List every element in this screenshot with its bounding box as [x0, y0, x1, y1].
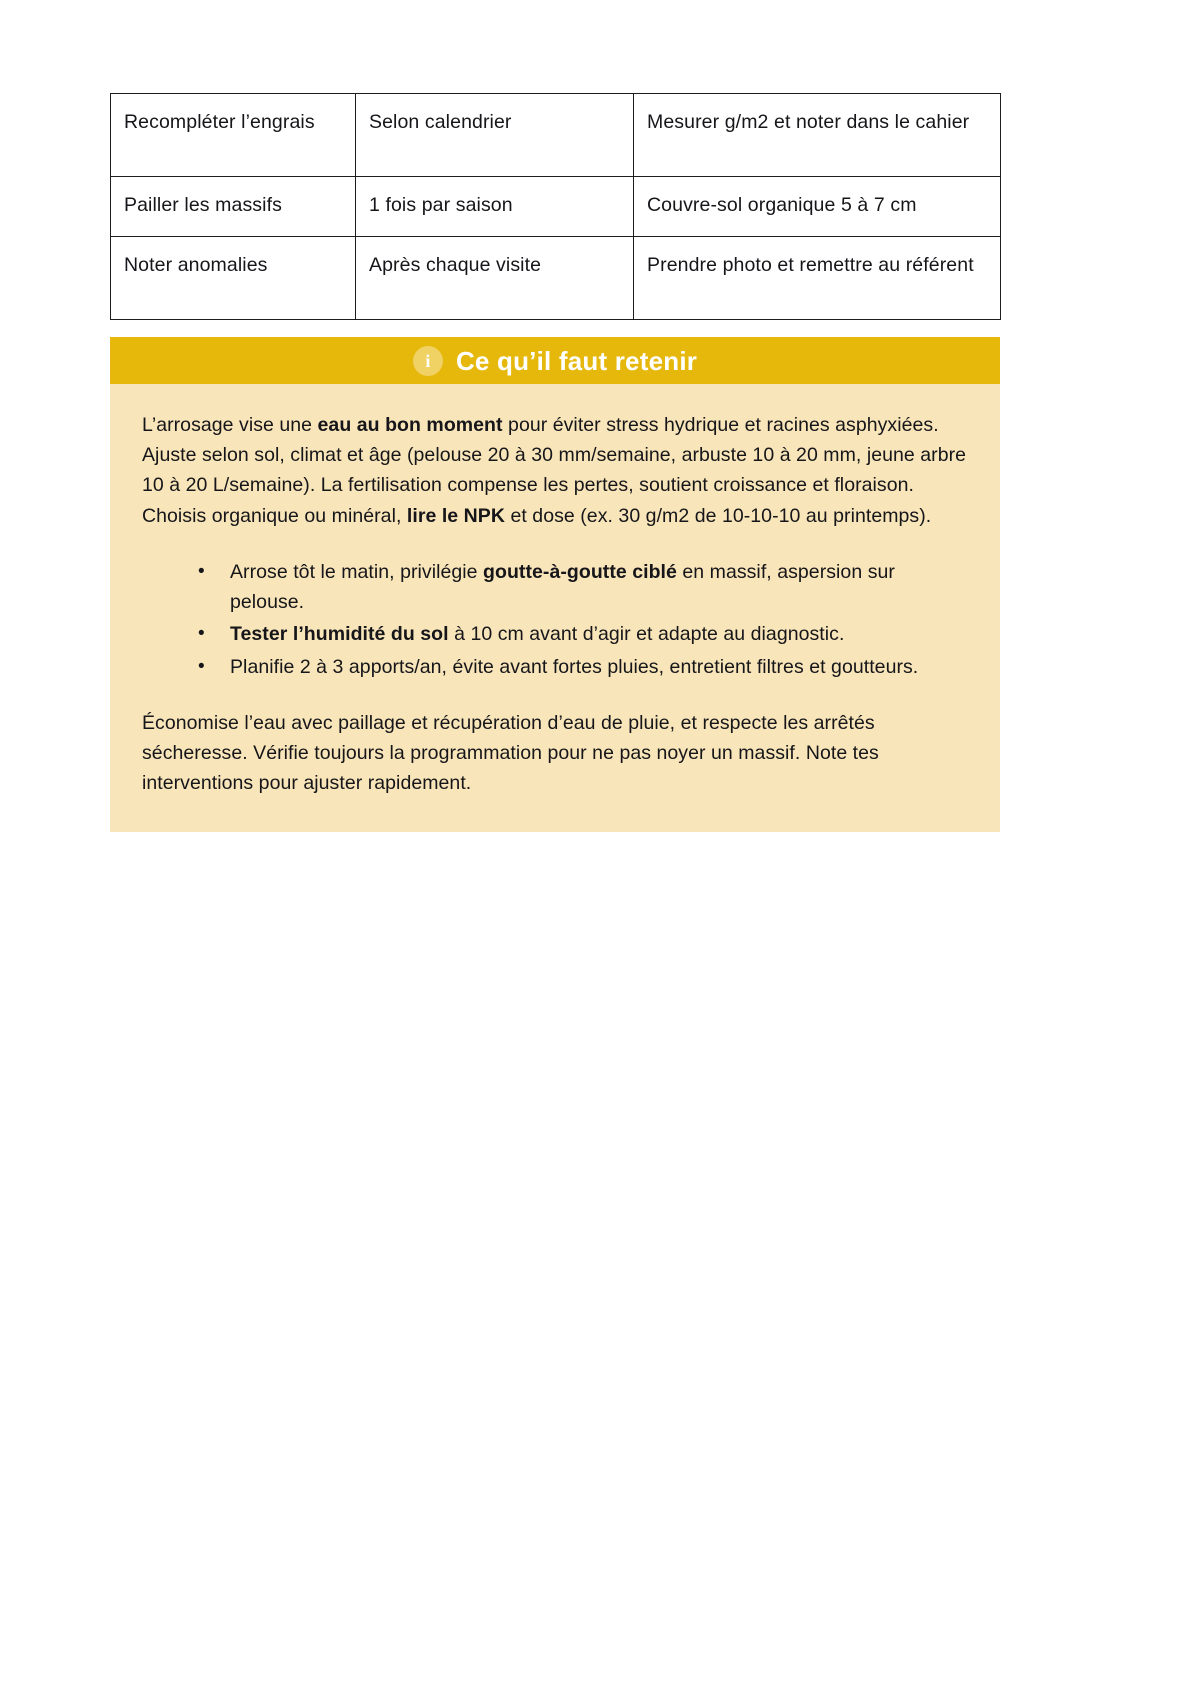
bullet-bold: goutte-à-goutte ciblé: [483, 560, 677, 583]
callout-header: [110, 337, 1000, 384]
info-icon-glyph: i: [425, 350, 431, 371]
key-takeaways-callout: [110, 337, 1000, 832]
list-item: [230, 652, 968, 682]
callout-intro-paragraph: [142, 410, 968, 531]
table-cell-detail: Couvre-sol organique 5 à 7 cm: [634, 177, 1001, 237]
bullet-text-part2: en massif, aspersion sur pelouse.: [230, 560, 895, 614]
callout-outro-paragraph: Économise l’eau avec paillage et récupération d’eau de pluie, et respecte les arrêtés sécheresse. Vérifie toujours la programmation pour ne pas noyer un massif. Note tes interventions pour ajuster rapidement.: [142, 711, 879, 795]
bullet-bold: Tester l’humidité du sol: [230, 623, 449, 646]
intro-text-part3: et dose (ex. 30 g/m2 de 10-10-10 au printemps).: [505, 504, 932, 527]
table-cell-frequency: Selon calendrier: [356, 94, 634, 177]
callout-body: [110, 384, 1000, 832]
intro-text-part1: L’arrosage vise une: [142, 414, 318, 436]
tasks-table: [110, 93, 1001, 320]
callout-bullet-list: [142, 557, 968, 682]
table-cell-detail: Mesurer g/m2 et noter dans le cahier: [634, 94, 1001, 177]
intro-bold-lire-le-npk: lire le NPK: [406, 504, 505, 527]
callout-title: Ce qu’il faut retenir: [455, 345, 698, 376]
bullet-text-part2: à 10 cm avant d’agir et adapte au diagnostic.: [448, 623, 845, 646]
table-cell-frequency: 1 fois par saison: [356, 177, 634, 237]
table-cell-detail: Prendre photo et remettre au référent: [634, 236, 1001, 319]
table-cell-task: Pailler les massifs: [111, 177, 356, 237]
table-row: [111, 236, 1001, 319]
table-cell-task: Noter anomalies: [111, 236, 356, 319]
bullet-text-part1: Arrose tôt le matin, privilégie: [230, 560, 484, 583]
table-row: [111, 177, 1001, 237]
intro-text-part2: pour éviter stress hydrique et racines asphyxiées. Ajuste selon sol, climat et âge (pelouse 20 à 30 mm/semaine, arbuste 10 à 20 mm, jeune arbre 10 à 20 L/semaine). La fertilisation compense les pertes, soutient croissance et floraison. Choisis organique ou minéral,: [142, 414, 967, 527]
bullet-text-part1: Planifie 2 à 3 apports/an, évite avant fortes pluies, entretient filtres et goutteurs.: [230, 655, 919, 678]
intro-bold-eau-au-bon-moment: eau au bon moment: [317, 414, 503, 436]
list-item: [230, 557, 968, 617]
tasks-table-container: [110, 93, 1000, 320]
table-cell-frequency: Après chaque visite: [356, 236, 634, 319]
table-cell-task: Recompléter l’engrais: [111, 94, 356, 177]
info-icon: [413, 346, 443, 376]
list-item: [230, 619, 968, 649]
table-row: [111, 94, 1001, 177]
